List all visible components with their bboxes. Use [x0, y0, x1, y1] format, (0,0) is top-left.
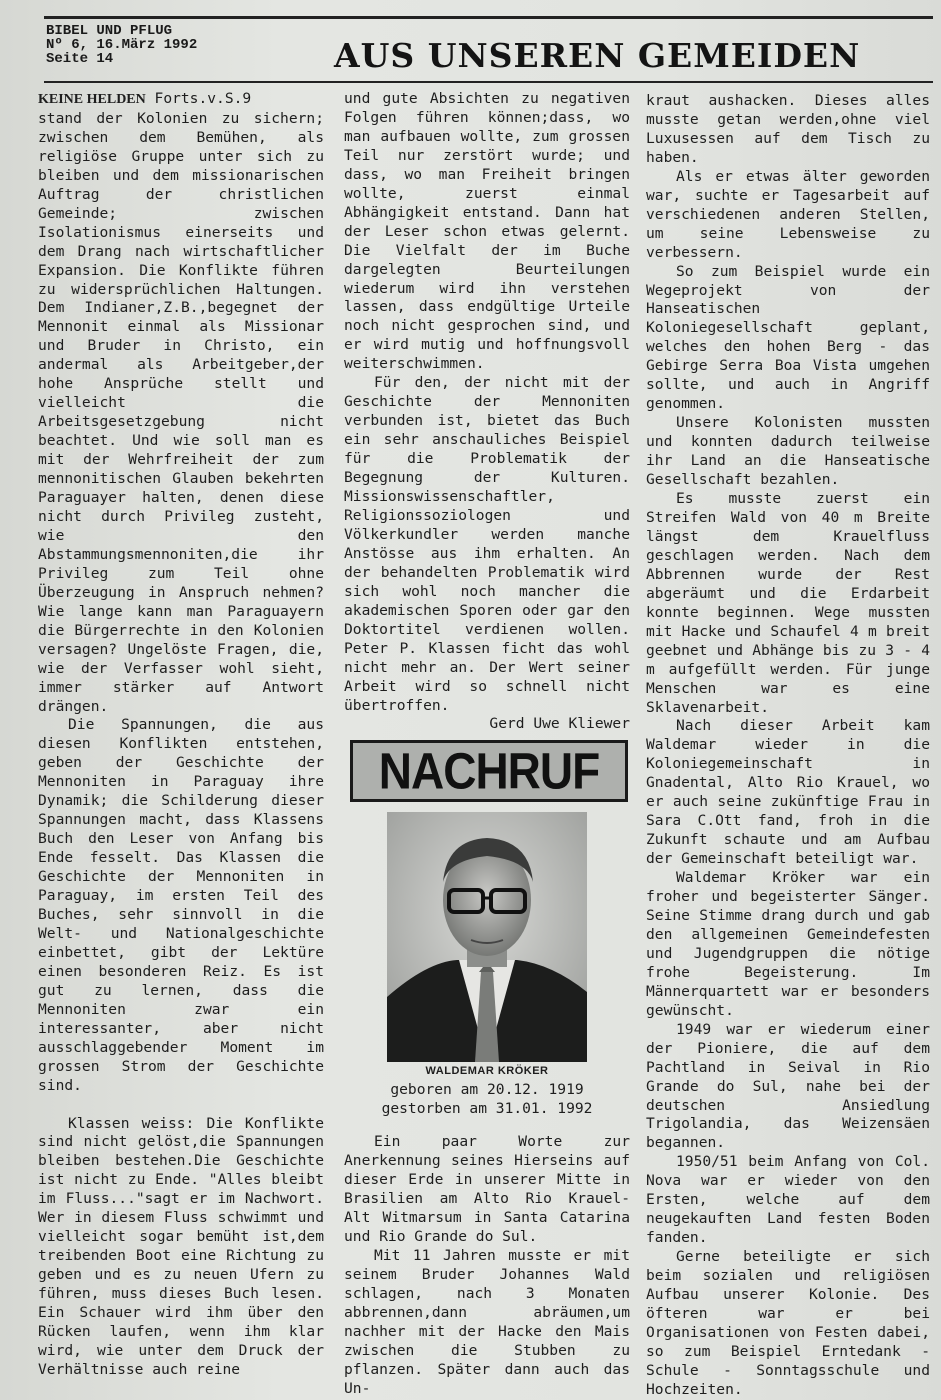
author-signature: Gerd Uwe Kliewer	[489, 715, 630, 733]
nachruf-banner	[350, 740, 628, 802]
column-1	[38, 90, 324, 1380]
death-date: gestorben am 31.01. 1992	[381, 1100, 593, 1118]
article-continuation-heading	[38, 90, 324, 110]
column-3	[646, 92, 930, 1400]
paragraph: Es musste zuerst ein Streifen Wald von 40 m Breite längst dem Krauelfluss geschlagen werden. Nach dem Abbrennen wurde der Rest abgeräumt und die Erdarbeit konnte beginnen. Wege mussten mit Hacke und Schaufel 4 m breit geebnet und Abhänge bis zu 3 - 4 m aufgefüllt werden. Für junge Menschen war es eine Sklavenarbeit.	[646, 490, 930, 716]
paragraph-gap	[38, 1096, 324, 1115]
portrait-caption: WALDEMAR KRÖKER	[425, 1065, 549, 1078]
continued-from: Forts.v.S.9	[145, 90, 252, 107]
paragraph: Ein paar Worte zur Anerkennung seines Hierseins auf dieser Erde in unserer Mitte in Brasilien am Alto Rio Krauel- Alt Witmarsum in Santa Catarina und Rio Grande do Sul.	[344, 1133, 630, 1246]
article-rubric: KEINE HELDEN	[38, 92, 146, 107]
paragraph: Mit 11 Jahren musste er mit seinem Bruder Johannes Wald schlagen, nach 3 Monaten abbrennen,dann abräumen,um nachher mit der Hacke den Mais zwischen die Stubben zu pflanzen. Später dann auch das Un-	[344, 1246, 630, 1397]
paragraph: 1950/51 beim Anfang von Col. Nova war er wieder von den Ersten, welche auf dem neugekauften Land festen Boden fanden.	[646, 1153, 930, 1247]
paragraph: 1949 war er wiederum einer der Pioniere, die auf dem Pachtland in Seival in Rio Grande do Sul, nahe bei der deutschen Ansiedlung Trigolandia, das Weizensäen begannen.	[646, 1020, 930, 1152]
paragraph: stand der Kolonien zu sichern; zwischen dem Bemühen, als religiöse Gruppe unter sich zu bleiben und dem missionarischen Auftrag der christlichen Gemeinde; zwischen Isolationismus einerseits und dem Drang nach wirtschaftlicher Expansion. Die Konflikte führen zu widersprüchlichen Haltungen. Dem Indianer,Z.B.,begegnet der Mennonit einmal als Missionar und Bruder in Christo, ein andermal als Arbeitgeber,der hohe Ansprüche stellt und vielleicht die Arbeitsgesetzgebung nicht beachtet. Und wie soll man es mit der Wehrfreiheit der zum mennonitischen Glauben bekehrten Paraguayer halten, denen diese nicht durch Privileg zusteht, wie den Abstammungsmennoniten,die ihr Privileg zum Teil ohne Überzeugung in Anspruch nehmen? Wie lange kann man Paraguayern die Bürgerrechte in den Kolonien versagen? Ungelöste Fragen, die, wie der Verfasser wohl sieht, immer stärker auf Antwort drängen.	[38, 109, 324, 715]
section-title: AUS UNSEREN GEMEIDEN	[334, 36, 861, 75]
paragraph: Unsere Kolonisten mussten und konnten dadurch teilweise ihr Land an die Hanseatische Gesellschaft bezahlen.	[646, 414, 930, 489]
page-number: Seite 14	[46, 51, 114, 67]
birth-date: geboren am 20.12. 1919	[390, 1081, 584, 1099]
header-bottom-rule	[44, 81, 933, 83]
portrait-image	[387, 812, 587, 1062]
paragraph: Waldemar Kröker war ein froher und begeisterter Sänger. Seine Stimme drang durch und gab den allgemeinen Gemeindefesten und Jugendgruppen die nötige frohe Begeisterung. Im Männerquartett war er besonders gewünscht.	[646, 869, 930, 1019]
paragraph: und gute Absichten zu negativen Folgen führen können;dass, wo man aufbauen wollte, zum grossen Teil nur zerstört wurde; und dass, wo man Freiheit bringen wollte, zuerst einmal Abhängigkeit entstand. Dann hat der Leser schon etwas gelernt. Die Vielfalt der im Buche dargelegten Beurteilungen wiederum wird ihn verstehen lassen, dass endgültige Urteile noch nicht gesprochen sind, und er wird mutig und hoffnungsvoll weiterschwimmen.	[344, 90, 630, 373]
paragraph-gap	[344, 1119, 630, 1133]
masthead	[46, 24, 306, 66]
issue-date: Nº 6, 16.März 1992	[46, 37, 198, 53]
paragraph: Für den, der nicht mit der Geschichte der Mennoniten verbunden ist, bietet das Buch ein sehr anschauliches Beispiel für die Problematik der Begegnung der Kulturen. Missionswissenschaftler, Religionssoziologen und Völkerkundler werden manche Anstösse aus ihm erhalten. An der behandelten Problematik wird sich wohl noch mancher die akademischen Sporen oder gar den Doktortitel verdienen wollen. Peter P. Klassen ficht das wohl nicht mehr an. Der Wert seiner Arbeit wird so schnell nicht übertroffen.	[344, 374, 630, 714]
paragraph: Nach dieser Arbeit kam Waldemar wieder in die Koloniegemeinschaft in Gnadental, Alto Rio Krauel, wo er auch seine zukünftige Frau in Sara C.Ott fand, froh in die Zukunft schaute und am Aufbau der Gemeinschaft beteiligt war.	[646, 717, 930, 868]
paragraph: Gerne beteiligte er sich beim sozialen und religiösen Aufbau unserer Kolonie. Des öfteren war er bei Organisationen von Festen dabei, so zum Beispiel Erntedank - Schule - Sonntagsschule und Hochzeiten.	[646, 1248, 930, 1398]
paragraph: Als er etwas älter geworden war, suchte er Tagesarbeit auf verschiedenen anderen Stellen, um seine Lebensweise zu verbessern.	[646, 167, 930, 261]
paragraph: Die Spannungen, die aus diesen Konflikten entstehen, geben der Geschichte der Mennoniten in Paraguay ihre Dynamik; die Schilderung dieser Spannungen macht, dass Klassens Buch den Leser von Anfang bis Ende fesselt. Das Klassen die Geschichte der Mennoniten in Paraguay, im ersten Teil des Buches, sehr sinnvoll in die Welt- und Nationalgeschichte einbettet, gibt der Lektüre einen besonderen Reiz. Es ist gut zu lernen, dass die Mennoniten zwar ein interessanter, aber nicht ausschlaggebender Moment im grossen Strom der Geschichte sind.	[38, 716, 324, 1094]
publication-name: BIBEL UND PFLUG	[46, 23, 173, 39]
nachruf-heading: NACHRUF	[378, 742, 600, 800]
column-2	[344, 90, 630, 1399]
paragraph: So zum Beispiel wurde ein Wegeprojekt von der Hanseatischen Koloniegesellschaft geplant, welches den hohen Berg - das Gebirge Serra Boa Vista umgehen sollte, und auch in Angriff genommen.	[646, 262, 930, 413]
paragraph: Klassen weiss: Die Konflikte sind nicht gelöst,die Spannungen bleiben bestehen.Die Geschichte ist nicht zu Ende. "Alles bleibt im Fluss..."sagt er im Nachwort. Wer in diesem Fluss schwimmt und vielleicht sogar bemüht ist,dem treibenden Boot eine Richtung zu geben und es zu neuen Ufern zu führen, muss dieses Buch lesen. Ein Schauer wird ihm über den Rücken laufen, wenn ihm klar wird, wie unter dem Druck der Verhältnisse auch reine	[38, 1114, 324, 1378]
portrait-photo	[387, 812, 587, 1062]
header-top-rule	[44, 16, 933, 19]
paragraph: kraut aushacken. Dieses alles musste getan werden,ohne viel Luxusessen auf dem Tisch zu haben.	[646, 92, 930, 166]
